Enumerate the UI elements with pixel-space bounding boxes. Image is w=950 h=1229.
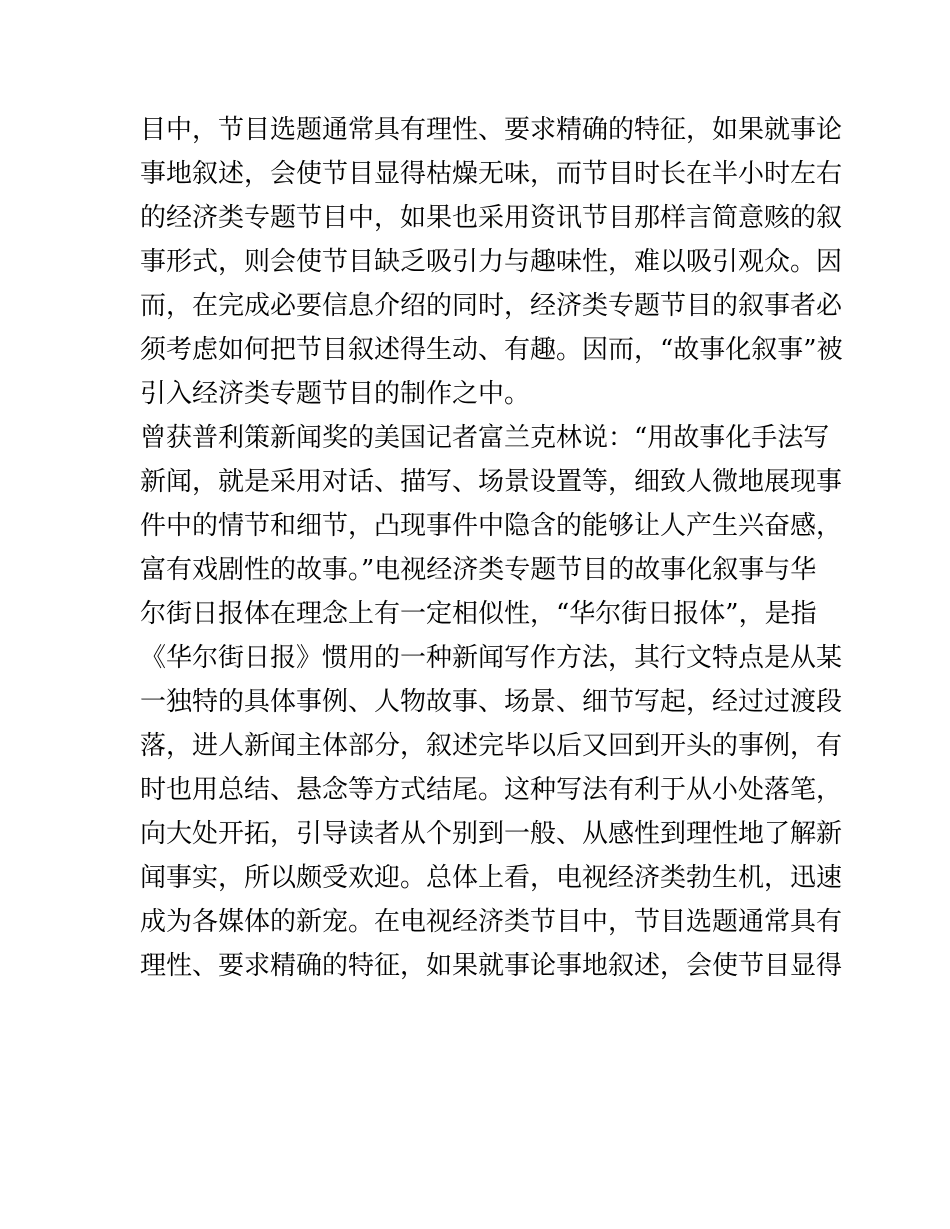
text-line: 《华尔街日报》惯用的一种新闻写作方法，其行文特点是从某: [140, 643, 843, 673]
text-line: 目中，节目选题通常具有理性、要求精确的特征，如果就事论: [140, 115, 843, 145]
text-line: 事形式，则会使节目缺乏吸引力与趣味性，难以吸引观众。因: [140, 247, 843, 277]
text-line: 向大处开拓，引导读者从个别到一般、从感性到理性地了解新: [140, 819, 843, 849]
text-line: 理性、要求精确的特征，如果就事论事地叙述，会使节目显得: [140, 951, 843, 981]
text-line: 件中的情节和细节，凸现事件中隐含的能够让人产生兴奋感，: [140, 511, 843, 541]
text-line: 的经济类专题节目中，如果也采用资讯节目那样言简意赅的叙: [140, 203, 843, 233]
text-line: 曾获普利策新闻奖的美国记者富兰克林说：“用故事化手法写: [140, 423, 830, 453]
text-line: 而，在完成必要信息介绍的同时，经济类专题节目的叙事者必: [140, 291, 843, 321]
text-line: 新闻，就是采用对话、描写、场景设置等，细致人微地展现事: [140, 467, 843, 497]
text-line: 一独特的具体事例、人物故事、场景、细节写起，经过过渡段: [140, 687, 843, 717]
text-line: 事地叙述，会使节目显得枯燥无味，而节目时长在半小时左右: [140, 159, 843, 189]
text-line: 须考虑如何把节目叙述得生动、有趣。因而，“故事化叙事”被: [140, 335, 843, 365]
body-text: [140, 108, 843, 988]
text-line: 尔街日报体在理念上有一定相似性，“华尔街日报体”，是指: [140, 599, 817, 629]
text-line: 闻事实，所以颇受欢迎。总体上看，电视经济类勃生机，迅速: [140, 863, 843, 893]
text-line: 富有戏剧性的故事。”电视经济类专题节目的故事化叙事与华: [140, 555, 817, 585]
text-line: 成为各媒体的新宠。在电视经济类节目中，节目选题通常具有: [140, 907, 843, 937]
text-line: 时也用总结、悬念等方式结尾。这种写法有利于从小处落笔，: [140, 775, 843, 805]
text-line: 引入经济类专题节目的制作之中。: [140, 379, 531, 409]
text-line: 落，进人新闻主体部分，叙述完毕以后又回到开头的事例，有: [140, 731, 843, 761]
